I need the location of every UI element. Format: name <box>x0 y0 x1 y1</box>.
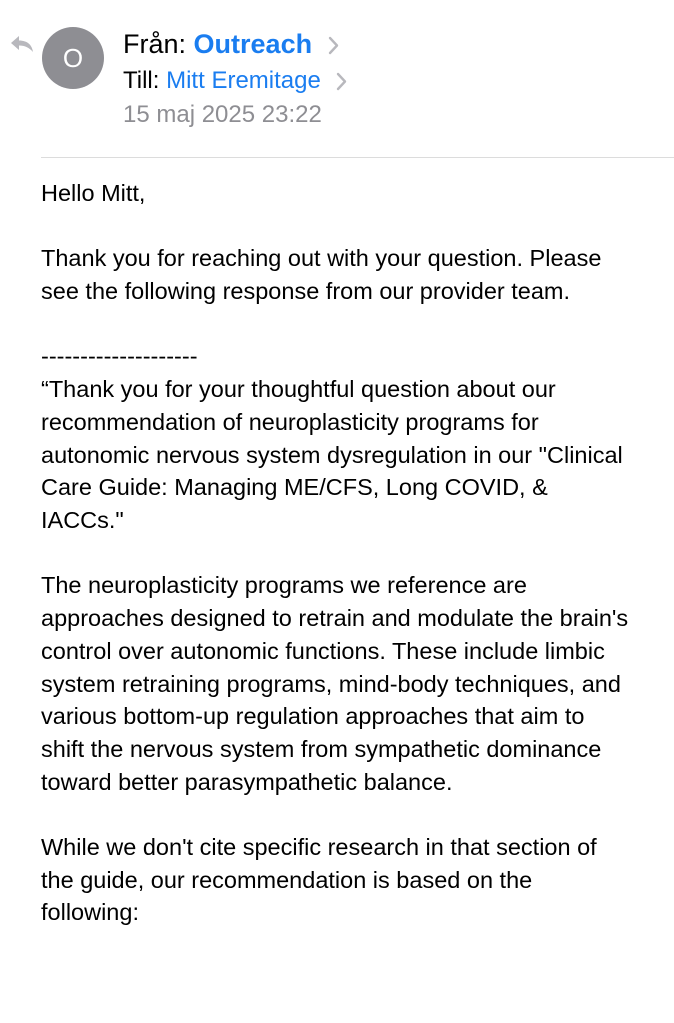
chevron-right-icon[interactable] <box>328 36 339 55</box>
chevron-right-icon[interactable] <box>336 72 347 91</box>
body-paragraph: Thank you for reaching out with your question. Please see the following response from our provider team. <box>41 245 602 305</box>
to-label: Till: <box>123 67 160 94</box>
body-paragraph: “Thank you for your thoughtful question about our recommendation of neuroplasticity programs for autonomic nervous system dysregulation in our "Clinical Care Guide: Managing ME/CFS, Long COVID, & IACCs." <box>41 376 623 533</box>
sender-avatar[interactable]: O <box>42 27 104 89</box>
sender-name-link[interactable]: Outreach <box>193 29 313 59</box>
from-label: Från: <box>123 29 187 59</box>
recipient-name-link[interactable]: Mitt Eremitage <box>166 67 321 94</box>
reply-arrow-icon[interactable] <box>9 33 35 55</box>
message-date: 15 maj 2025 23:22 <box>123 101 322 128</box>
body-paragraph: The neuroplasticity programs we reference are approaches designed to retrain and modulate the brain's control over autonomic functions. These include limbic system retraining programs, mind-body techniques, and various bottom-up regulation approaches that aim to shift the nervous system from sympathetic dominance toward better parasympathetic balance. <box>41 572 629 795</box>
body-paragraph: While we don't cite specific research in that section of the guide, our recommendation is based on the following: <box>41 834 597 926</box>
message-header <box>0 0 674 158</box>
greeting: Hello Mitt, <box>41 180 146 206</box>
header-divider <box>41 157 674 158</box>
separator-line: -------------------- <box>41 343 198 370</box>
message-body <box>41 177 631 962</box>
to-line <box>123 64 347 98</box>
from-line <box>123 26 339 62</box>
